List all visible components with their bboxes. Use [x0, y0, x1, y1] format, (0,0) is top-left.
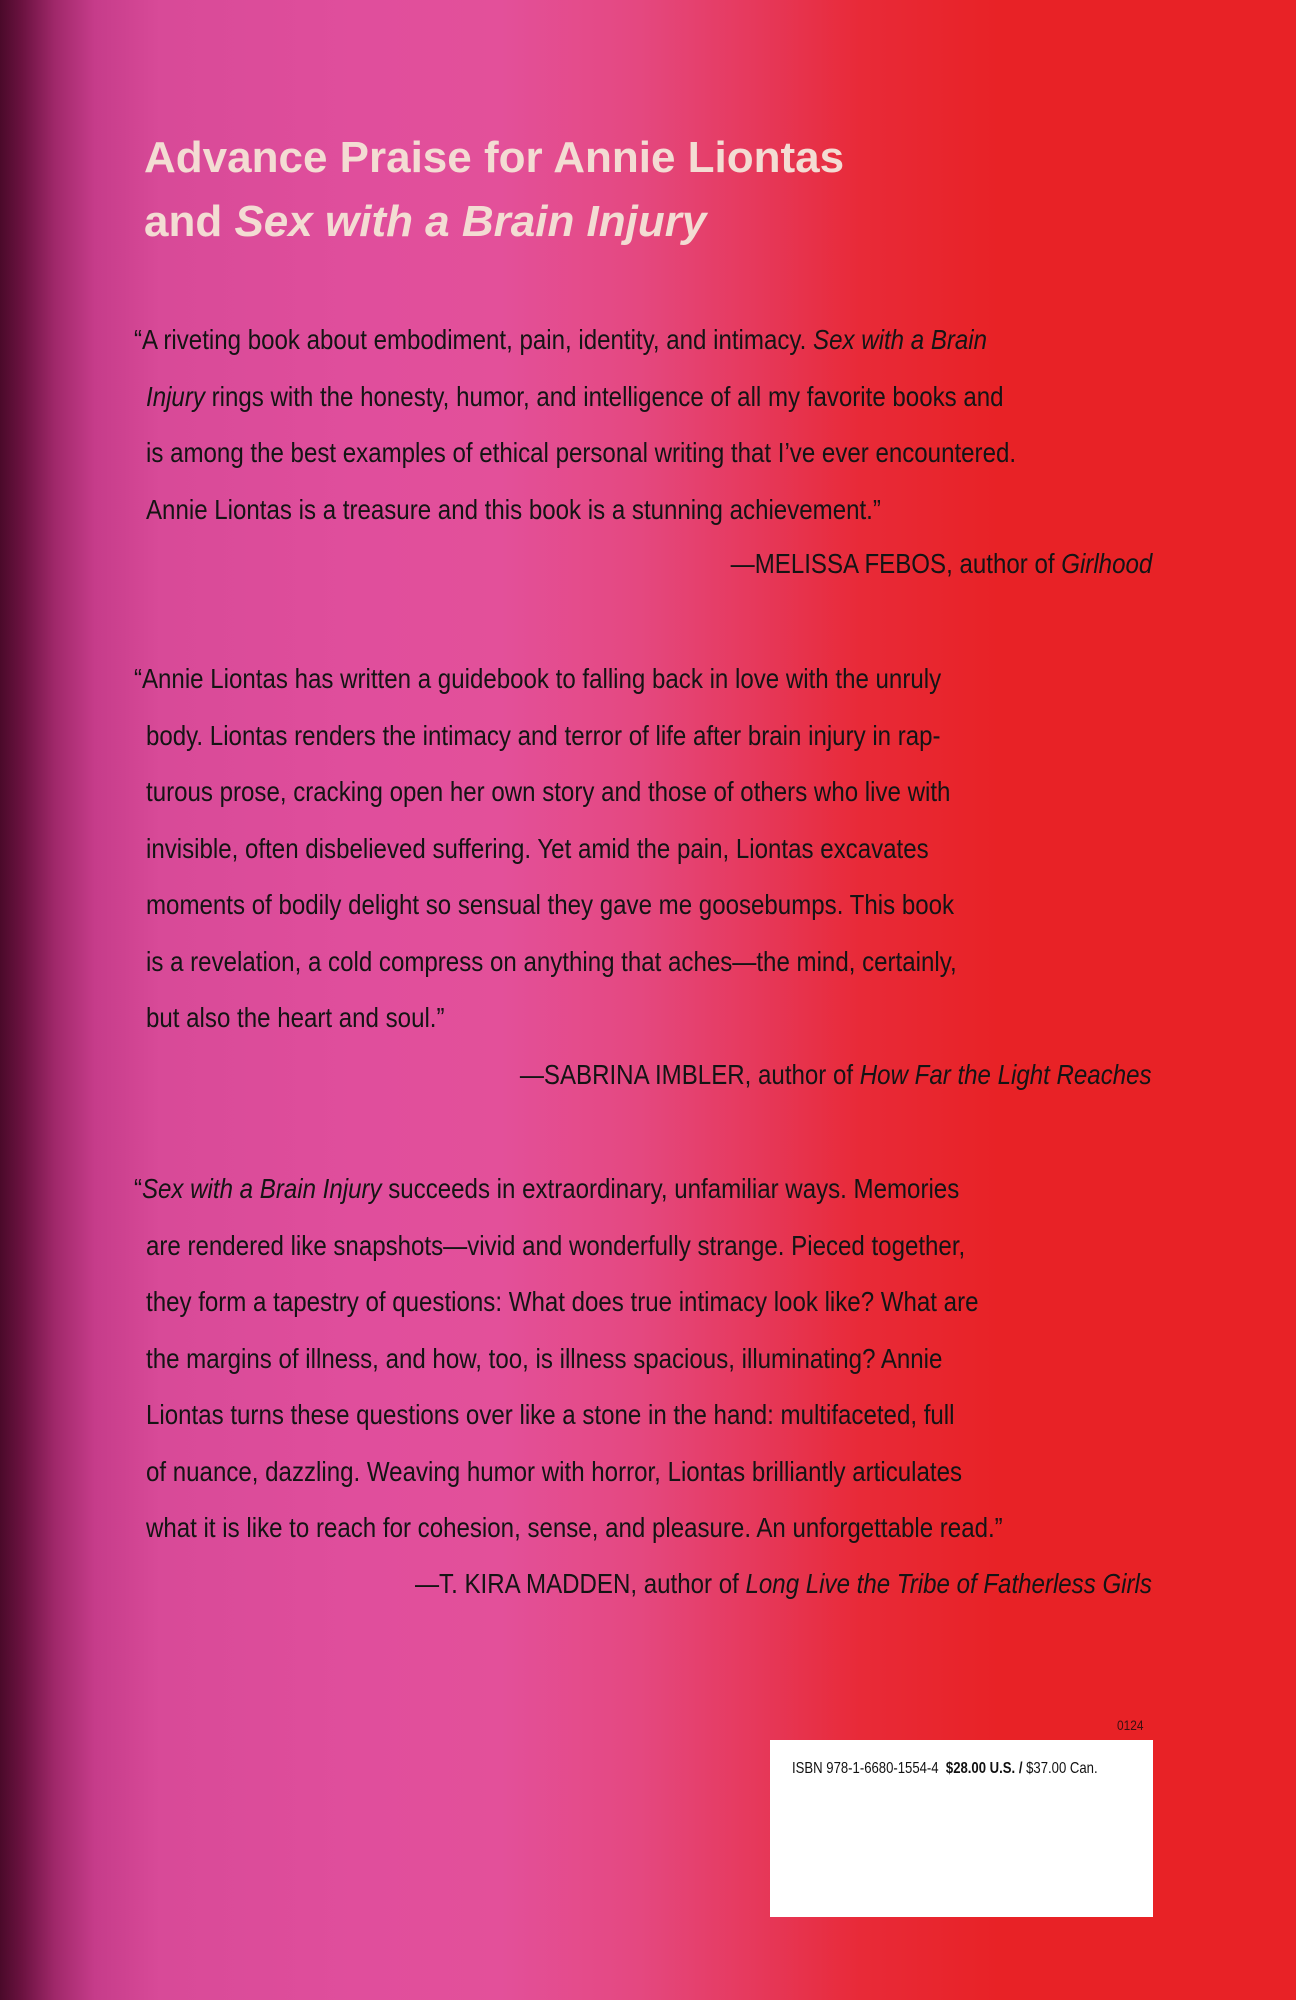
blurb-madden — [133, 1161, 1010, 1557]
blurb-febos — [133, 312, 1017, 538]
heading-line-1: Advance Praise for Annie Liontas — [144, 133, 845, 182]
blurb-line: Annie Liontas is a treasure and this book is a stunning achievement.” — [146, 493, 881, 525]
barcode-box — [770, 1740, 1153, 1917]
blurb-line: “A riveting book about embodiment, pain, identity, and intimacy. Sex with a Brain — [133, 324, 988, 355]
blurb-line: “Annie Liontas has written a guidebook to falling back in love with the unruly — [133, 663, 942, 694]
blurb-line: is a revelation, a cold compress on anything that aches—the mind, certainly, — [146, 945, 957, 977]
blurb-line: are rendered like snapshots—vivid and wonderfully strange. Pieced together, — [146, 1229, 966, 1261]
blurb-imbler — [133, 651, 1010, 1047]
attribution-name: —MELISSA FEBOS, — [730, 548, 953, 579]
blurb-line: they form a tapestry of questions: What does true intimacy look like? What are — [146, 1286, 979, 1317]
attribution-imbler: —SABRINA IMBLER, author of How Far the Light Reaches — [520, 1059, 1152, 1090]
blurb-line: but also the heart and soul.” — [146, 1002, 445, 1033]
inline-book-title: Sex with a Brain Injury — [141, 1173, 382, 1204]
heading-line-2-prefix: and — [144, 197, 235, 246]
attribution-madden: —T. KIRA MADDEN, author of Long Live the Tribe of Fatherless Girls — [415, 1568, 1152, 1599]
heading-line-2 — [144, 190, 1144, 254]
price-us: $28.00 U.S. / — [945, 1760, 1023, 1777]
blurb-line: moments of bodily delight so sensual they gave me goosebumps. This book — [146, 889, 955, 920]
isbn: ISBN 978-1-6680-1554-4 — [792, 1760, 939, 1777]
blurb-line: the margins of illness, and how, too, is illness spacious, illuminating? Annie — [146, 1342, 943, 1374]
print-code: 0124 — [1117, 1717, 1144, 1733]
attribution-name: —SABRINA IMBLER, — [520, 1059, 752, 1090]
blurb-line: of nuance, dazzling. Weaving humor with horror, Liontas brilliantly articulates — [146, 1455, 963, 1487]
blurb-line: body. Liontas renders the intimacy and terror of life after brain injury in rap- — [146, 719, 941, 751]
attribution-book: Girlhood — [1060, 548, 1152, 579]
attribution-name: —T. KIRA MADDEN, — [415, 1568, 638, 1599]
blurb-line: turous prose, cracking open her own story and those of others who live with — [146, 776, 951, 807]
attribution-book: How Far the Light Reaches — [860, 1059, 1152, 1090]
blurb-line: what it is like to reach for cohesion, sense, and pleasure. An unforgettable read.” — [146, 1512, 1003, 1543]
blurb-line: “Sex with a Brain Injury succeeds in extraordinary, unfamiliar ways. Memories — [133, 1173, 960, 1204]
praise-heading — [144, 126, 1144, 254]
isbn-price-line — [792, 1760, 1098, 1778]
blurb-line: is among the best examples of ethical personal writing that I’ve ever encountered. — [146, 437, 1017, 468]
blurb-line: Liontas turns these questions over like a stone in the hand: multifaceted, full — [146, 1399, 955, 1430]
blurb-line: invisible, often disbelieved suffering. Yet amid the pain, Liontas excavates — [146, 832, 929, 864]
inline-book-title: Sex with a Brain — [813, 324, 988, 355]
attribution-book: Long Live the Tribe of Fatherless Girls — [745, 1568, 1152, 1599]
heading-book-title: Sex with a Brain Injury — [234, 197, 707, 246]
price-can: $37.00 Can. — [1022, 1760, 1098, 1777]
inline-book-title: Injury — [146, 380, 205, 412]
blurb-line: Injury rings with the honesty, humor, and intelligence of all my favorite books and — [146, 380, 1004, 412]
attribution-febos: —MELISSA FEBOS, author of Girlhood — [730, 548, 1152, 579]
